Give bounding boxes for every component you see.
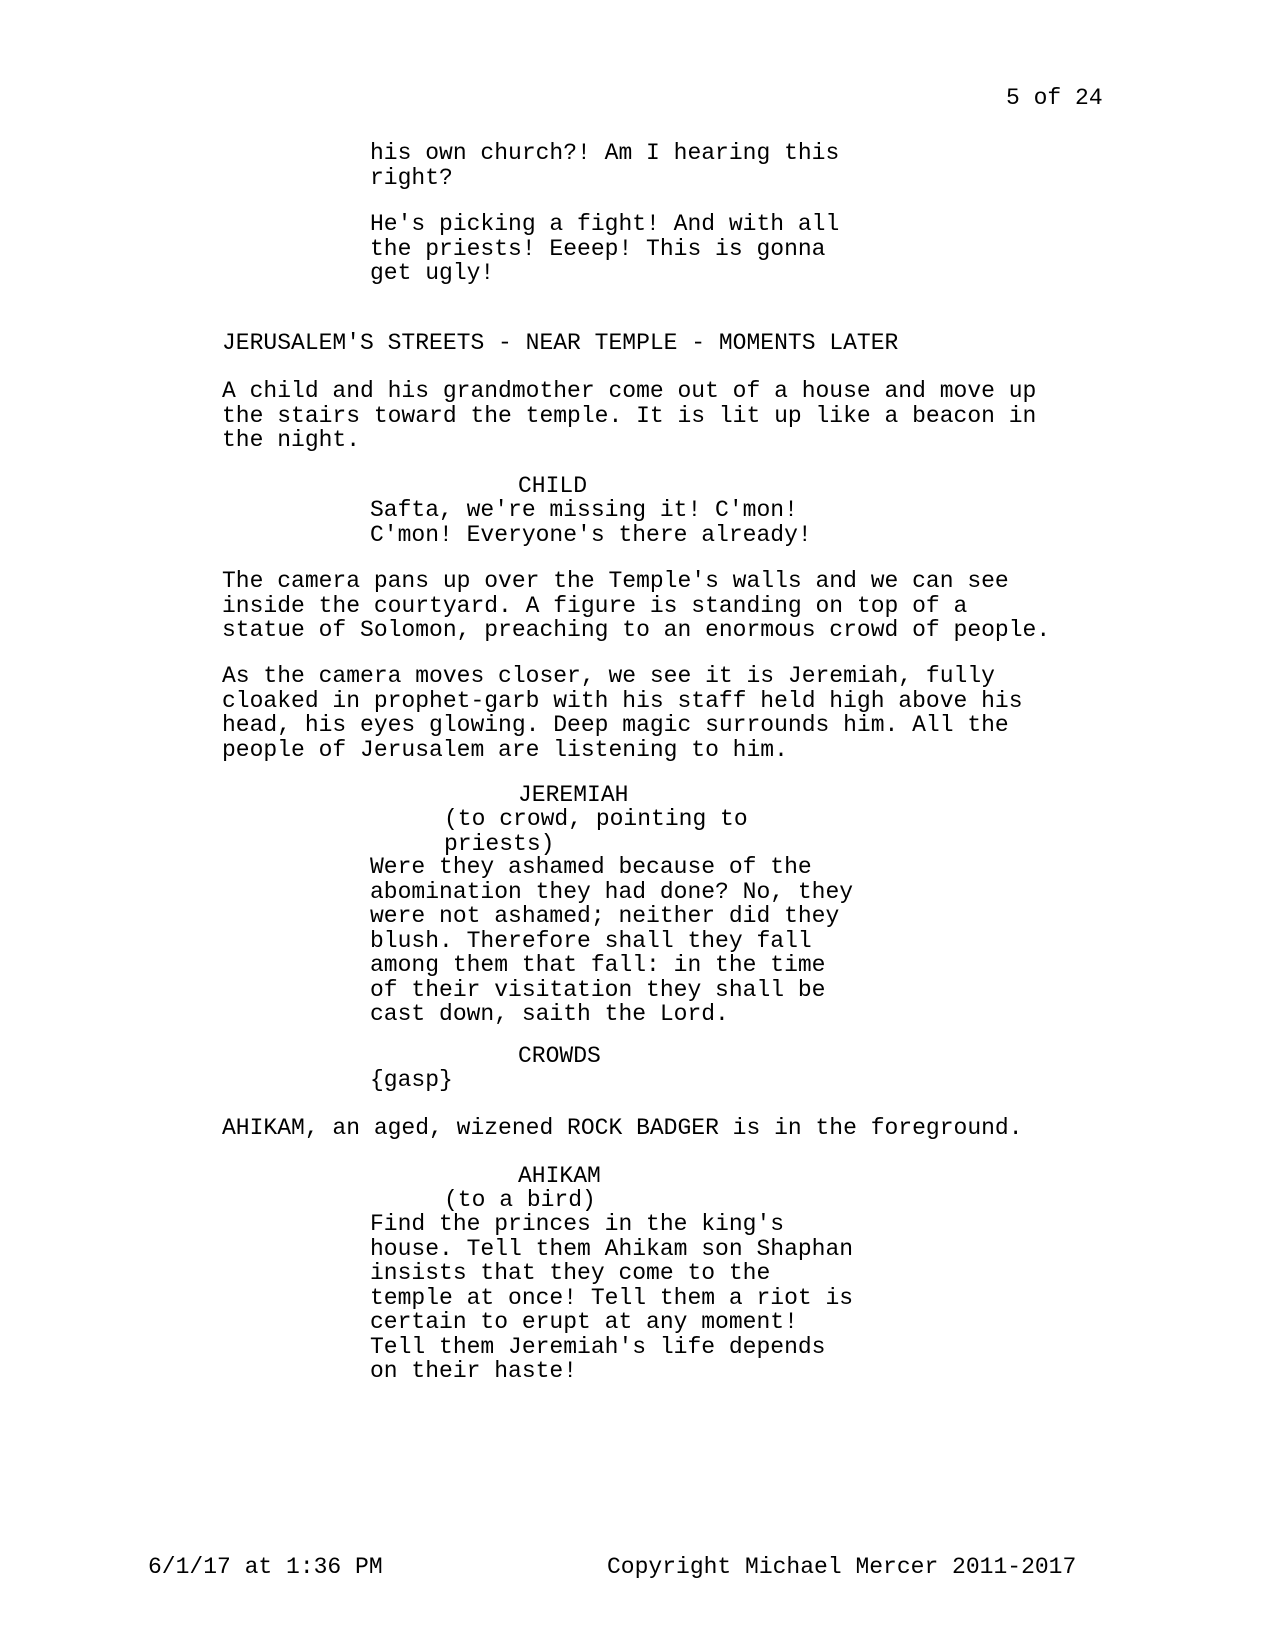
parenthetical: (to crowd, pointing to priests)	[444, 806, 748, 857]
action-line: AHIKAM, an aged, wizened ROCK BADGER is in the foreground.	[222, 1115, 1023, 1141]
parenthetical: (to a bird)	[444, 1187, 596, 1213]
character-name: JEREMIAH	[518, 782, 629, 808]
action-line: The camera pans up over the Temple's walls and we can see inside the courtyard. A figure is standing on top of a statue of Solomon, preaching to an enormous crowd of people.	[222, 568, 1051, 643]
dialogue: Find the princes in the king's house. Tell them Ahikam son Shaphan insists that they come to the temple at once! Tell them a riot is certain to erupt at any moment! Tell them Jeremiah's life depends on their haste!	[370, 1211, 854, 1384]
character-name: CHILD	[518, 473, 588, 499]
action-line: As the camera moves closer, we see it is Jeremiah, fully cloaked in prophet-garb with his staff held high above his head, his eyes glowing. Deep magic surrounds him. All the people of Jerusalem are listening to him.	[222, 663, 1023, 763]
dialogue-continued: He's picking a fight! And with all the priests! Eeeep! This is gonna get ugly!	[370, 211, 840, 286]
footer-timestamp: 6/1/17 at 1:36 PM	[148, 1554, 383, 1580]
scene-heading: JERUSALEM'S STREETS - NEAR TEMPLE - MOMENTS LATER	[222, 330, 899, 356]
footer-copyright: Copyright Michael Mercer 2011-2017	[607, 1554, 1077, 1580]
character-name: CROWDS	[518, 1043, 601, 1069]
dialogue: Safta, we're missing it! C'mon! C'mon! Everyone's there already!	[370, 497, 812, 548]
character-name: AHIKAM	[518, 1163, 601, 1189]
dialogue: Were they ashamed because of the abomination they had done? No, they were not ashamed; neither did they blush. Therefore shall they fall among them that fall: in the time of their visitation they shall be cast down, saith the Lord.	[370, 854, 854, 1027]
page-number: 5 of 24	[1006, 85, 1103, 111]
action-line: A child and his grandmother come out of a house and move up the stairs toward the temple. It is lit up like a beacon in the night.	[222, 378, 1037, 453]
dialogue-continued: his own church?! Am I hearing this right?	[370, 140, 840, 191]
dialogue: {gasp}	[370, 1067, 453, 1093]
